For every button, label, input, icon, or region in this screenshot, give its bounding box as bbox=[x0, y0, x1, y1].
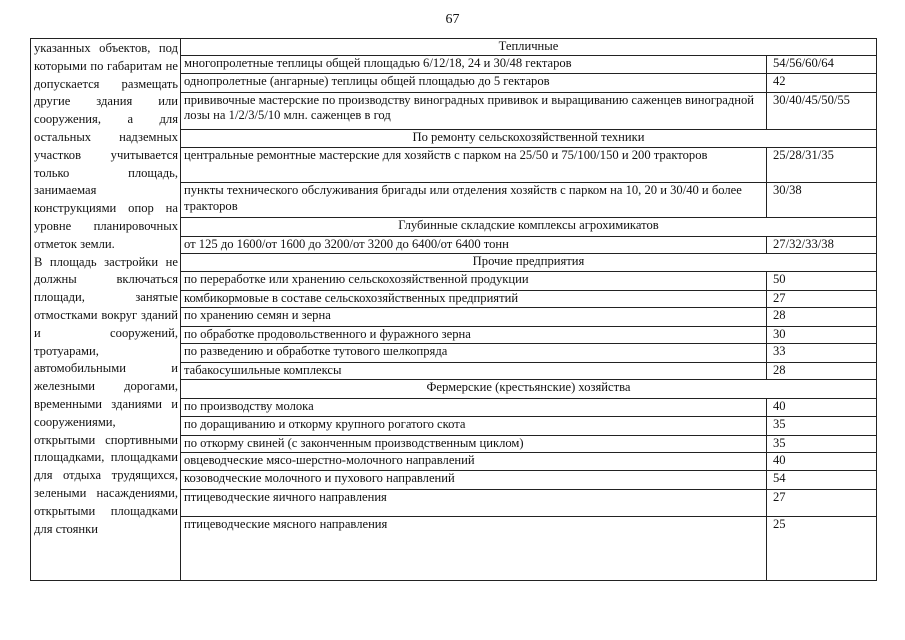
row-description: овцеводческие мясо-шерстно-молочного направлений bbox=[181, 453, 767, 471]
row-value: 42 bbox=[767, 74, 877, 92]
row-description: комбикормовые в составе сельскохозяйственных предприятий bbox=[181, 290, 767, 307]
row-value: 35 bbox=[767, 417, 877, 435]
table-row bbox=[181, 471, 876, 489]
table-row bbox=[181, 74, 876, 92]
norms-table bbox=[181, 39, 876, 580]
row-description: по обработке продовольственного и фуражного зерна bbox=[181, 326, 767, 343]
section-header: Фермерские (крестьянские) хозяйства bbox=[181, 380, 876, 398]
table-row bbox=[181, 55, 876, 73]
table-row bbox=[181, 489, 876, 516]
page-number: 67 bbox=[445, 12, 460, 27]
row-description: птицеводческие мясного направления bbox=[184, 516, 388, 531]
table-row bbox=[181, 516, 876, 580]
section-header: По ремонту сельскохозяйственной техники bbox=[181, 129, 876, 147]
section-header: Тепличные bbox=[181, 39, 876, 55]
table-row bbox=[181, 435, 876, 452]
side-text-column bbox=[31, 39, 181, 580]
row-description: от 125 до 1600/от 1600 до 3200/от 3200 до 6400/от 6400 тонн bbox=[181, 236, 767, 253]
section-header-row bbox=[181, 129, 876, 147]
row-description: центральные ремонтные мастерские для хозяйств с парком на 25/50 и 75/100/150 и 200 тракторов bbox=[181, 148, 767, 183]
row-value: 25/28/31/35 bbox=[767, 148, 877, 183]
row-description: по переработке или хранению сельскохозяйственной продукции bbox=[181, 272, 767, 290]
table-row bbox=[181, 344, 876, 362]
side-paragraph-2: В площадь застройки не должны включаться площади, занятые отмостками вокруг зданий и сооружений, тротуарами, автомобильными и железными дорогами, временными зданиями и сооружениями, открытыми спортивными площадками, площадками для отдыха трудящихся, зелеными насаждениями, открытыми площадками для стоянки bbox=[34, 254, 178, 536]
row-value: 40 bbox=[767, 398, 877, 416]
row-description: по хранению семян и зерна bbox=[181, 308, 767, 326]
row-value: 40 bbox=[767, 453, 877, 471]
table-row bbox=[181, 326, 876, 343]
table-row bbox=[181, 92, 876, 129]
side-paragraph-1: указанных объектов, под которыми по габаритам не допускается размещать другие здания или сооружения, а для остальных надземных участков учитывается только площадь, занимаемая конструкциями опор на уровне планировочных отметок земли. bbox=[34, 41, 178, 251]
row-value: 28 bbox=[767, 362, 877, 379]
table-row bbox=[181, 272, 876, 290]
row-description: прививочные мастерские по производству виноградных прививок и выращиванию саженцев виноградной лозы на 1/2/3/5/10 млн. саженцев в год bbox=[181, 92, 767, 129]
document-table bbox=[30, 38, 877, 581]
row-value: 25 bbox=[767, 516, 877, 580]
row-value: 27/32/33/38 bbox=[767, 236, 877, 253]
row-description: по разведению и обработке тутового шелкопряда bbox=[181, 344, 767, 362]
table-row bbox=[181, 290, 876, 307]
row-value: 30 bbox=[767, 326, 877, 343]
table-row bbox=[181, 148, 876, 183]
row-value: 30/40/45/50/55 bbox=[767, 92, 877, 129]
row-value: 30/38 bbox=[767, 183, 877, 218]
table-row bbox=[181, 398, 876, 416]
row-description: по производству молока bbox=[181, 398, 767, 416]
table-row bbox=[181, 453, 876, 471]
row-value: 54/56/60/64 bbox=[767, 55, 877, 73]
section-header-row bbox=[181, 39, 876, 55]
row-value: 33 bbox=[767, 344, 877, 362]
section-header: Прочие предприятия bbox=[181, 253, 876, 271]
section-header: Глубинные складские комплексы агрохимикатов bbox=[181, 218, 876, 236]
table-row bbox=[181, 417, 876, 435]
row-value: 27 bbox=[767, 290, 877, 307]
row-description: пункты технического обслуживания бригады или отделения хозяйств с парком на 10, 20 и 30/40 и более тракторов bbox=[181, 183, 767, 218]
section-header-row bbox=[181, 253, 876, 271]
table-row bbox=[181, 236, 876, 253]
table-row bbox=[181, 308, 876, 326]
section-header-row bbox=[181, 218, 876, 236]
row-description: по откорму свиней (с законченным производственным циклом) bbox=[181, 435, 767, 452]
table-row bbox=[181, 183, 876, 218]
row-value: 50 bbox=[767, 272, 877, 290]
row-value: 35 bbox=[767, 435, 877, 452]
row-description: козоводческие молочного и пухового направлений bbox=[181, 471, 767, 489]
row-value: 27 bbox=[767, 489, 877, 516]
section-header-row bbox=[181, 380, 876, 398]
row-description: по доращиванию и откорму крупного рогатого скота bbox=[181, 417, 767, 435]
row-description: табакосушильные комплексы bbox=[181, 362, 767, 379]
row-description: многопролетные теплицы общей площадью 6/12/18, 24 и 30/48 гектаров bbox=[181, 55, 767, 73]
table-row bbox=[181, 362, 876, 379]
row-description: птицеводческие яичного направления bbox=[181, 489, 767, 516]
row-description: однопролетные (ангарные) теплицы общей площадью до 5 гектаров bbox=[181, 74, 767, 92]
row-value: 28 bbox=[767, 308, 877, 326]
row-value: 54 bbox=[767, 471, 877, 489]
